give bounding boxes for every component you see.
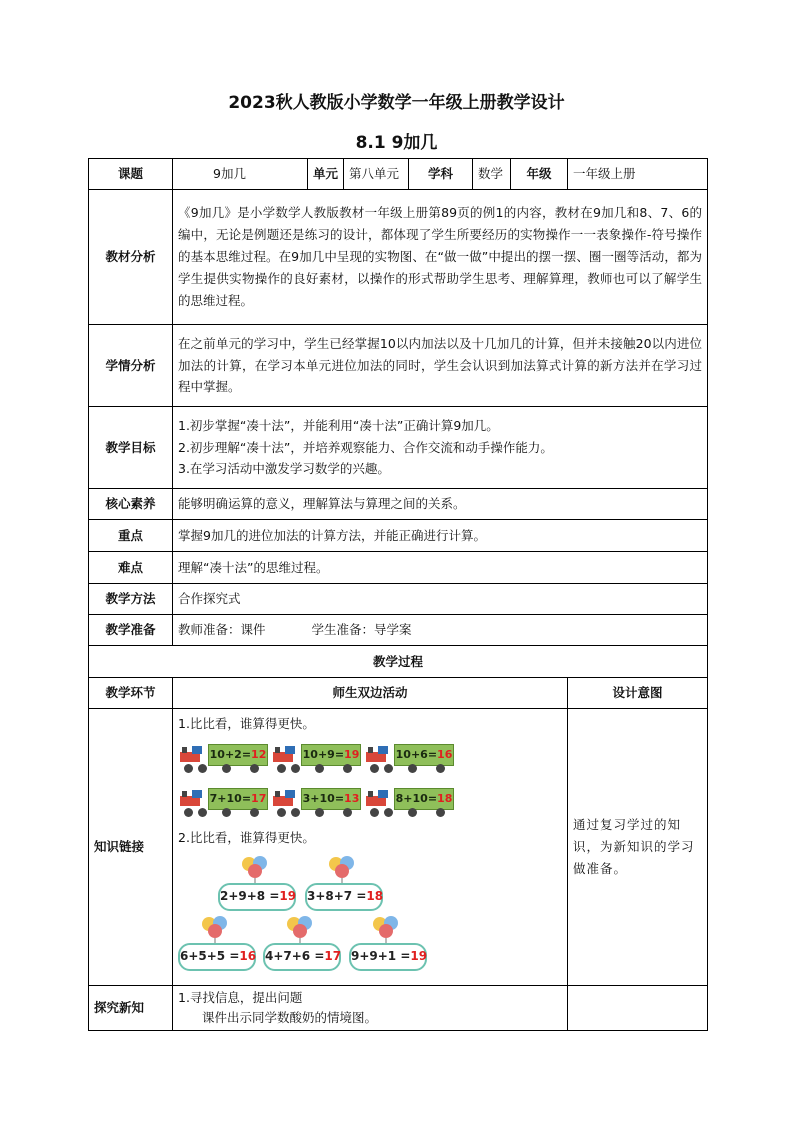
train-card <box>178 785 268 817</box>
wheel <box>198 764 207 773</box>
train-answer: 18 <box>437 791 453 805</box>
wheel <box>198 808 207 817</box>
train-answer: 16 <box>437 747 453 761</box>
train-car <box>301 744 361 766</box>
topic-label: 课题 <box>89 159 173 190</box>
wheel <box>384 764 393 773</box>
train-expr: 8+10= <box>395 791 438 805</box>
document-subtitle: 8.1 9加几 <box>355 133 438 153</box>
lesson-plan-table <box>88 158 708 1031</box>
unit-label: 单元 <box>308 159 344 190</box>
difficult-row <box>89 552 708 584</box>
core-text: 能够明确运算的意义，理解算法与算理之间的关系。 <box>173 489 708 520</box>
wheel <box>291 808 300 817</box>
goal-item: 1.初步掌握“凑十法”，并能利用“凑十法”正确计算9加几。 <box>178 417 499 433</box>
train-car <box>394 744 454 766</box>
subject-label: 学科 <box>409 159 473 190</box>
balloon-answer: 19 <box>410 948 428 963</box>
balloon-expr: 9+9+1 = <box>351 948 411 963</box>
core-row <box>89 489 708 520</box>
wheel <box>315 764 324 773</box>
textbook-text: 《9加几》是小学数学人教版教材一年级上册第89页的例1的内容，教材在9加几和8、7、6的编中，无论是例题还是练习的设计，都体现了学生所要经历的实物操作一一表象操作-符号操作的基本思维过程。在9加几中呈现的实物图、在“做一做”中提出的摆一摆、圈一圈等活动，都为学生提供实物操作的良好素材，以操作的形式帮助学生思考、理解算理，教师也可以了解学生的思维过程。 <box>173 190 708 325</box>
balloon-area <box>178 853 562 983</box>
train-expr: 10+6= <box>395 747 438 761</box>
key-label: 重点 <box>89 520 173 552</box>
train-card <box>364 741 454 773</box>
balloon-card <box>178 915 257 971</box>
wheel <box>184 764 193 773</box>
subject-value: 数学 <box>473 159 511 190</box>
grade-label: 年级 <box>511 159 568 190</box>
train-card <box>271 741 361 773</box>
balloon-card <box>218 855 297 911</box>
train-answer: 19 <box>344 747 360 761</box>
difficult-label: 难点 <box>89 552 173 584</box>
core-label: 核心素养 <box>89 489 173 520</box>
students-row <box>89 325 708 407</box>
balloon-expr: 4+7+6 = <box>265 948 325 963</box>
topic-value: 9加几 <box>173 159 308 190</box>
train-answer: 17 <box>251 791 267 805</box>
columns-row <box>89 678 708 709</box>
train-engine-icon <box>271 746 305 766</box>
balloon-plaque <box>305 883 383 911</box>
balloon-plaque <box>263 943 341 971</box>
train-engine-icon <box>364 746 398 766</box>
students-text: 在之前单元的学习中，学生已经掌握10以内加法以及十几加几的计算，但并未接触20以内进位加法的计算，在学习本单元进位加法的同时，学生会认识到加法算式计算的新方法并在学习过程中掌握。 <box>173 325 708 407</box>
balloon-answer: 16 <box>239 948 257 963</box>
goals-row <box>89 407 708 489</box>
stage1-activity <box>173 709 568 986</box>
stage1-label: 知识链接 <box>89 709 173 986</box>
train-expr: 7+10= <box>209 791 252 805</box>
header-row <box>89 159 708 190</box>
difficult-text: 理解“凑十法”的思维过程。 <box>173 552 708 584</box>
train-car <box>394 788 454 810</box>
train-car <box>301 788 361 810</box>
wheel <box>277 808 286 817</box>
balloon-answer: 19 <box>279 888 297 903</box>
goal-item: 3.在学习活动中激发学习数学的兴趣。 <box>178 461 390 477</box>
key-text: 掌握9加几的进位加法的计算方法，并能正确进行计算。 <box>173 520 708 552</box>
wheel <box>250 808 259 817</box>
method-text: 合作探究式 <box>173 584 708 615</box>
balloon-plaque <box>218 883 296 911</box>
col-activity: 师生双边活动 <box>173 678 568 709</box>
balloon-answer: 18 <box>366 888 384 903</box>
train-card <box>271 785 361 817</box>
stage2-step1-detail: 课件出示同学数酸奶的情境图。 <box>202 1009 378 1025</box>
textbook-row <box>89 190 708 325</box>
wheel <box>436 764 445 773</box>
wheel <box>222 764 231 773</box>
stage2-row <box>89 985 708 1030</box>
train-engine-icon <box>178 790 212 810</box>
prep-teacher: 教师准备：课件 <box>178 622 266 638</box>
prep-cell <box>173 615 708 646</box>
train-answer: 12 <box>251 747 267 761</box>
stage1-row <box>89 709 708 986</box>
wheel <box>370 764 379 773</box>
goals-label: 教学目标 <box>89 407 173 489</box>
wheel <box>343 808 352 817</box>
stage1-intent: 通过复习学过的知识，为新知识的学习做准备。 <box>568 709 708 986</box>
unit-value: 第八单元 <box>344 159 409 190</box>
stage2-step1: 1.寻找信息，提出问题 <box>178 989 303 1005</box>
balloon-card <box>305 855 384 911</box>
train-engine-icon <box>271 790 305 810</box>
train-expr: 10+9= <box>302 747 345 761</box>
stage2-activity <box>173 985 568 1030</box>
wheel <box>343 764 352 773</box>
prep-student: 学生准备：导学案 <box>311 622 412 638</box>
train-answer: 13 <box>344 791 360 805</box>
wheel <box>408 764 417 773</box>
balloon-expr: 6+5+5 = <box>180 948 240 963</box>
wheel <box>250 764 259 773</box>
process-header-row <box>89 646 708 678</box>
balloon-answer: 17 <box>324 948 342 963</box>
prep-label: 教学准备 <box>89 615 173 646</box>
train-expr: 10+2= <box>209 747 252 761</box>
wheel <box>436 808 445 817</box>
train-card <box>178 741 268 773</box>
students-label: 学情分析 <box>89 325 173 407</box>
stage1-step2: 2.比比看，谁算得更快。 <box>178 829 315 845</box>
prep-row <box>89 615 708 646</box>
wheel <box>184 808 193 817</box>
wheel <box>277 764 286 773</box>
document-title: 2023秋人教版小学数学一年级上册教学设计 <box>228 93 565 113</box>
col-stage: 教学环节 <box>89 678 173 709</box>
textbook-label: 教材分析 <box>89 190 173 325</box>
goals-cell <box>173 407 708 489</box>
stage2-intent <box>568 985 708 1030</box>
balloon-plaque <box>178 943 256 971</box>
stage2-label: 探究新知 <box>89 985 173 1030</box>
train-car <box>208 788 268 810</box>
balloon-plaque <box>349 943 427 971</box>
train-grid <box>178 741 562 817</box>
wheel <box>315 808 324 817</box>
balloon-expr: 2+9+8 = <box>220 888 280 903</box>
wheel <box>384 808 393 817</box>
train-card <box>364 785 454 817</box>
balloon-card <box>349 915 428 971</box>
goal-item: 2.初步理解“凑十法”，并培养观察能力、合作交流和动手操作能力。 <box>178 439 553 455</box>
method-label: 教学方法 <box>89 584 173 615</box>
wheel <box>370 808 379 817</box>
process-header: 教学过程 <box>89 646 708 678</box>
train-engine-icon <box>364 790 398 810</box>
wheel <box>222 808 231 817</box>
stage1-step1: 1.比比看，谁算得更快。 <box>178 716 315 731</box>
key-row <box>89 520 708 552</box>
train-engine-icon <box>178 746 212 766</box>
train-expr: 3+10= <box>302 791 345 805</box>
wheel <box>408 808 417 817</box>
method-row <box>89 584 708 615</box>
train-car <box>208 744 268 766</box>
grade-value: 一年级上册 <box>568 159 708 190</box>
balloon-card <box>263 915 342 971</box>
balloon-expr: 3+8+7 = <box>307 888 367 903</box>
col-intent: 设计意图 <box>568 678 708 709</box>
wheel <box>291 764 300 773</box>
